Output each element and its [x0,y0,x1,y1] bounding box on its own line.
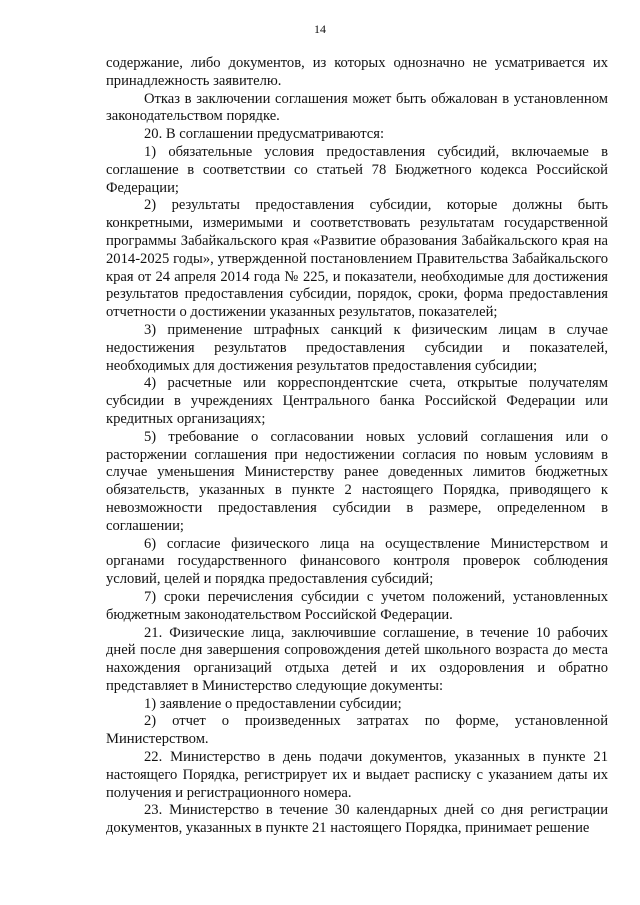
paragraph-appeal: Отказ в заключении соглашения может быть обжалован в установленном законодательством порядке. [106,90,608,125]
paragraph-20-item-1: 1) обязательные условия предоставления субсидий, включаемые в соглашение в соответствии со статьей 78 Бюджетного кодекса Российской Федерации; [106,143,608,196]
paragraph-20-item-2: 2) результаты предоставления субсидии, которые должны быть конкретными, измеримыми и соответствовать результатам государственной программы Забайкальского края «Развитие образования Забайкальского края на 2014-2025 годы», утвержденной постановлением Правительства Забайкальского края от 24 апреля 2014 года № 225, и показатели, необходимые для достижения результатов предоставления субсидии, порядок, сроки, форма предоставления отчетности о достижении указанных результатов, показателей; [106,197,608,321]
paragraph-20-item-4: 4) расчетные или корреспондентские счета, открытые получателям субсидии в учреждениях Центрального банка Российской Федерации или кредитных организациях; [106,375,608,427]
paragraph-20-heading: 20. В соглашении предусматриваются: [144,126,385,143]
document-body [106,55,608,838]
page-number: 14 [314,22,326,36]
paragraph-21-item-2: 2) отчет о произведенных затратах по форме, установленной Министерством. [106,713,608,748]
paragraph-20-item-7: 7) сроки перечисления субсидии с учетом положений, установленных бюджетным законодательством Российской Федерации. [106,588,608,623]
paragraph-20-item-3: 3) применение штрафных санкций к физическим лицам в случае недостижения результатов предоставления субсидии и показателей, необходимых для достижения результатов предоставления субсидии; [106,321,608,374]
paragraph-21: 21. Физические лица, заключившие соглашение, в течение 10 рабочих дней после дня завершения сопровождения детей школьного возраста до места нахождения организаций отдыха детей и их оздоровления и обратно представляет в Министерство следующие документы: [106,624,608,694]
paragraph-20-item-6: 6) согласие физического лица на осуществление Министерством и органами государственного финансового контроля проверок соблюдения условий, целей и порядка предоставления субсидий; [106,535,608,588]
paragraph-20-item-5: 5) требование о согласовании новых условий соглашения или о расторжении соглашения при недостижении согласия по новым условиям в случае уменьшения Министерству ранее доведенных лимитов бюджетных обязательств, указанных в пункте 2 настоящего Порядка, приводящего к невозможности предоставления субсидии в размере, определенном в соглашении; [106,428,608,534]
paragraph-21-item-1: 1) заявление о предоставлении субсидии; [144,695,402,712]
paragraph-22: 22. Министерство в день подачи документов, указанных в пункте 21 настоящего Порядка, регистрирует их и выдает расписку с указанием даты их получения и регистрационного номера. [106,749,608,801]
paragraph-continuation: содержание, либо документов, из которых однозначно не усматривается их принадлежность заявителю. [106,55,608,89]
paragraph-23: 23. Министерство в течение 30 календарных дней со дня регистрации документов, указанных в пункте 21 настоящего Порядка, принимает решение [106,802,608,837]
